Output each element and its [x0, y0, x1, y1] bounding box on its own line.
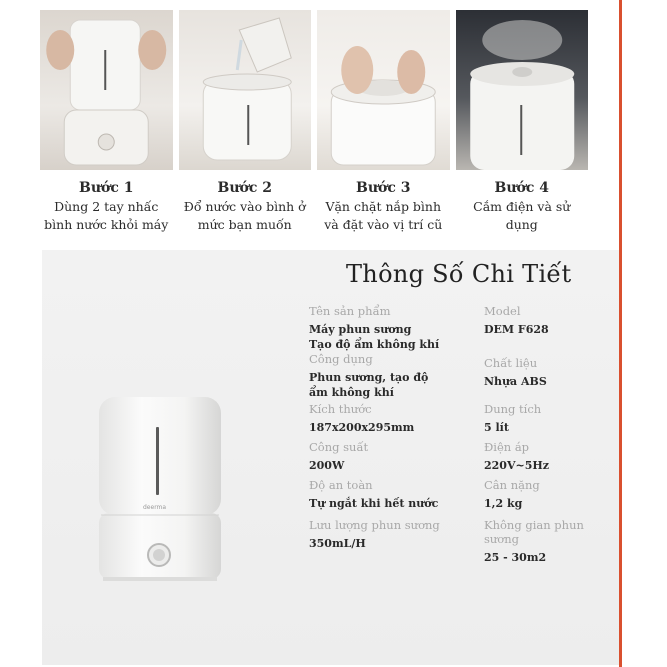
humidifier-image [95, 395, 225, 585]
spec-label: Không gian phun sương [484, 518, 584, 546]
spec-value: 25 - 30m2 [484, 551, 547, 564]
spec-value: 350mL/H [309, 537, 366, 550]
spec-heading: Thông Số Chi Tiết [346, 260, 572, 288]
spec-value: Phun sương, tạo độ [309, 371, 429, 384]
spec-row [309, 478, 619, 518]
step-4 [456, 178, 589, 234]
spec-label: Lưu lượng phun sương [309, 518, 440, 532]
step-labels [40, 178, 588, 234]
spec-label: Model [484, 304, 521, 318]
step-2-photo [179, 10, 312, 170]
spec-value: Tạo độ ẩm không khí [309, 338, 440, 351]
spec-label: Kích thước [309, 402, 372, 416]
step-2-title: Bước 2 [217, 180, 272, 196]
step-4-photo [456, 10, 589, 170]
step-1 [40, 178, 173, 234]
step-1-line2: bình nước khỏi máy [44, 217, 169, 232]
step-1-title: Bước 1 [79, 180, 134, 196]
step-3 [317, 178, 450, 234]
step-3-line2: và đặt vào vị trí cũ [324, 217, 443, 232]
spec-value: Tự ngắt khi hết nước [309, 497, 439, 510]
spec-label: Cân nặng [484, 478, 540, 492]
spec-value: 200W [309, 459, 345, 472]
step-2-line1: Đổ nước vào bình ở [183, 199, 306, 214]
step-3-line1: Vặn chặt nắp bình [325, 199, 442, 214]
spec-row [309, 518, 619, 564]
spec-value: Máy phun sương [309, 323, 412, 336]
spec-row [309, 440, 619, 478]
spec-value: 5 lít [484, 421, 509, 434]
spec-label: Chất liệu [484, 356, 538, 370]
spec-table [309, 304, 619, 564]
spec-value: 1,2 kg [484, 497, 523, 510]
step-1-line1: Dùng 2 tay nhấc [54, 199, 159, 214]
spec-row [309, 352, 619, 402]
steps-photos [40, 10, 588, 170]
step-2 [179, 178, 312, 234]
spec-label: Công dụng [309, 352, 373, 366]
step-4-title: Bước 4 [494, 180, 549, 196]
spec-label: Điện áp [484, 440, 530, 454]
spec-label: Độ an toàn [309, 478, 373, 492]
step-3-photo [317, 10, 450, 170]
spec-value: ẩm không khí [309, 386, 394, 399]
step-4-line2: dụng [505, 217, 538, 232]
spec-label: Công suất [309, 440, 369, 454]
spec-row [309, 304, 619, 352]
spec-label: Tên sản phẩm [309, 304, 391, 318]
spec-value: 187x200x295mm [309, 421, 415, 434]
step-2-line2: mức bạn muốn [197, 217, 292, 232]
spec-value: 220V~5Hz [484, 459, 550, 472]
spec-row [309, 402, 619, 440]
spec-label: Dung tích [484, 402, 542, 416]
spec-value: DEM F628 [484, 323, 549, 336]
spec-value: Nhựa ABS [484, 375, 547, 388]
step-4-line1: Cắm điện và sử [473, 199, 571, 214]
svg-text:deerma: deerma [143, 504, 167, 511]
step-3-title: Bước 3 [356, 180, 411, 196]
step-1-photo [40, 10, 173, 170]
